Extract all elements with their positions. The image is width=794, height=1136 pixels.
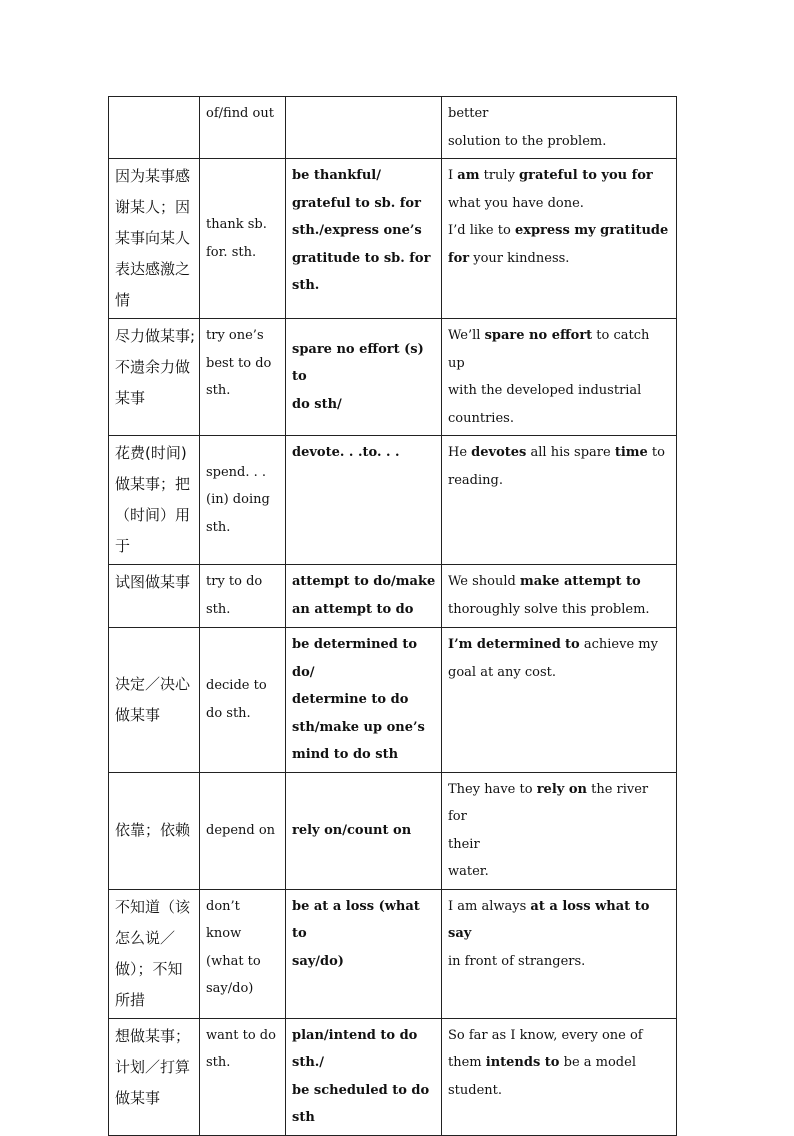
sentence-text: what you have done. <box>448 195 584 211</box>
sentence-text: reading. <box>448 472 503 488</box>
sentence-text: student. <box>448 1082 503 1098</box>
sentence-text: the river for <box>448 781 649 824</box>
advanced-phrase-cell <box>286 772 442 889</box>
sentence-text: truly <box>479 168 520 183</box>
table-row <box>109 565 677 628</box>
phrase-line: do sth/ <box>292 396 342 412</box>
meaning-cell: 不知道（该怎么说／做）；不知所措 <box>109 889 200 1018</box>
advanced-phrase-cell <box>286 889 442 1018</box>
sentence-text: be a model <box>559 1055 636 1070</box>
example-sentence-cell <box>442 436 677 565</box>
sentence-text: thoroughly solve this problem. <box>448 601 650 617</box>
basic-expression-cell: spend. . . (in) doing sth. <box>200 436 286 565</box>
example-line <box>448 245 670 273</box>
phrase-line: devote. . .to. . . <box>292 445 400 460</box>
example-line <box>448 217 670 245</box>
meaning-cell: 尽力做某事; 不遗余力做某事 <box>109 319 200 436</box>
example-line <box>448 893 670 948</box>
example-line <box>448 596 670 624</box>
sentence-text: your kindness. <box>469 250 570 266</box>
phrase-line: be thankful/ <box>292 168 381 183</box>
highlighted-phrase: express my gratitude <box>514 223 669 238</box>
example-line <box>448 568 670 596</box>
phrase-table-body <box>109 97 677 1136</box>
example-sentence-cell <box>442 97 677 159</box>
phrase-line: sth <box>292 1110 315 1125</box>
table-row <box>109 436 677 565</box>
example-line <box>448 948 670 976</box>
highlighted-phrase: make attempt to <box>519 574 641 589</box>
meaning-cell: 因为某事感谢某人；因某事向某人表达感激之情 <box>109 159 200 319</box>
example-line <box>448 831 670 859</box>
basic-expression-cell: decide to do sth. <box>200 628 286 773</box>
example-sentence-cell <box>442 889 677 1018</box>
example-line <box>448 1049 670 1077</box>
example-line <box>448 776 670 831</box>
example-line <box>448 439 670 467</box>
advanced-phrase-cell <box>286 159 442 319</box>
advanced-phrase-cell <box>286 565 442 628</box>
highlighted-phrase: to <box>565 637 580 652</box>
sentence-text: all his spare <box>526 445 615 460</box>
example-sentence-cell <box>442 1018 677 1135</box>
advanced-phrase-cell <box>286 436 442 565</box>
phrase-line: sth./ <box>292 1055 325 1070</box>
sentence-text: I’d like to <box>448 223 515 238</box>
advanced-phrase-cell <box>286 97 442 159</box>
example-sentence-cell <box>442 159 677 319</box>
example-line <box>448 1022 670 1050</box>
highlighted-phrase: rely on <box>536 781 587 797</box>
phrase-line: spare no effort (s) to <box>292 341 424 385</box>
sentence-text: So far as I know, every one of <box>448 1027 643 1043</box>
meaning-cell: 想做某事；计划／打算做某事 <box>109 1018 200 1135</box>
sentence-text: goal at any cost. <box>448 664 557 680</box>
basic-expression-cell: want to do sth. <box>200 1018 286 1135</box>
basic-expression-cell: try to do sth. <box>200 565 286 628</box>
phrase-line: be determined to do/ <box>292 637 418 680</box>
sentence-text: their <box>448 836 480 852</box>
table-row <box>109 772 677 889</box>
sentence-text: with the developed industrial <box>448 383 642 398</box>
sentence-text: them <box>448 1055 486 1070</box>
basic-expression-cell: depend on <box>200 772 286 889</box>
phrase-line: rely on/count on <box>292 822 412 838</box>
highlighted-phrase: spare no effort <box>484 328 593 343</box>
sentence-text: water. <box>448 864 489 879</box>
example-line <box>448 405 670 433</box>
example-line <box>448 467 670 495</box>
phrase-line: attempt to do/make <box>292 574 436 589</box>
example-line <box>448 659 670 687</box>
sentence-text: I am always <box>448 898 531 914</box>
advanced-phrase-cell <box>286 1018 442 1135</box>
sentence-text: better <box>448 106 489 121</box>
phrase-line: say/do) <box>292 953 344 969</box>
example-sentence-cell <box>442 319 677 436</box>
highlighted-phrase: at a loss what to say <box>448 898 650 941</box>
highlighted-phrase: intends to <box>485 1055 560 1070</box>
phrase-line: determine to do <box>292 692 409 707</box>
sentence-text: They have to <box>448 781 537 797</box>
meaning-cell <box>109 97 200 159</box>
table-row <box>109 628 677 773</box>
highlighted-phrase: I’m determined <box>448 637 561 652</box>
sentence-text: in front of strangers. <box>448 953 586 969</box>
sentence-text: countries. <box>448 410 514 426</box>
basic-expression-cell: of/find out <box>200 97 286 159</box>
sentence-text: We should <box>448 574 520 589</box>
highlighted-phrase: am <box>457 168 480 183</box>
phrase-line: sth/make up one’s <box>292 719 425 735</box>
highlighted-phrase: for <box>448 250 470 266</box>
table-row <box>109 889 677 1018</box>
basic-expression-cell: try one’s best to do sth. <box>200 319 286 436</box>
phrase-line: sth. <box>292 278 320 293</box>
phrase-line: gratitude to sb. for <box>292 250 431 266</box>
phrase-line: be scheduled to do <box>292 1082 430 1098</box>
highlighted-phrase: grateful to you for <box>519 168 653 183</box>
sentence-text: achieve my <box>579 637 658 652</box>
phrase-line: sth./express one’s <box>292 223 422 238</box>
example-line <box>448 100 670 128</box>
example-line <box>448 858 670 886</box>
example-line <box>448 128 670 156</box>
example-line <box>448 1077 670 1105</box>
table-row <box>109 159 677 319</box>
example-line <box>448 162 670 190</box>
sentence-text: We’ll <box>448 328 485 343</box>
advanced-phrase-cell <box>286 319 442 436</box>
meaning-cell: 试图做某事 <box>109 565 200 628</box>
sentence-text: to catch up <box>448 328 650 371</box>
sentence-text: solution to the problem. <box>448 133 607 149</box>
phrase-line: mind to do sth <box>292 747 399 762</box>
sentence-text: to <box>647 445 665 460</box>
phrase-line: grateful to sb. for <box>292 195 421 211</box>
phrase-line: plan/intend to do <box>292 1027 418 1043</box>
meaning-cell: 花费(时间)做某事；把（时间）用于 <box>109 436 200 565</box>
sentence-text: He <box>448 445 472 460</box>
highlighted-phrase: devotes <box>471 445 527 460</box>
phrase-table <box>108 96 677 1136</box>
example-line <box>448 322 670 377</box>
table-row <box>109 1018 677 1135</box>
meaning-cell: 依靠；依赖 <box>109 772 200 889</box>
highlighted-phrase: time <box>614 445 648 460</box>
table-row <box>109 97 677 159</box>
meaning-cell: 决定／决心做某事 <box>109 628 200 773</box>
basic-expression-cell: thank sb. for. sth. <box>200 159 286 319</box>
phrase-line: be at a loss (what to <box>292 898 420 941</box>
example-line <box>448 190 670 218</box>
phrase-line: an attempt to do <box>292 601 414 617</box>
example-sentence-cell <box>442 565 677 628</box>
example-line <box>448 631 670 659</box>
table-row <box>109 319 677 436</box>
basic-expression-cell: don’t know (what to say/do) <box>200 889 286 1018</box>
advanced-phrase-cell <box>286 628 442 773</box>
sentence-text: I <box>448 168 458 183</box>
example-sentence-cell <box>442 772 677 889</box>
example-sentence-cell <box>442 628 677 773</box>
example-line <box>448 377 670 405</box>
